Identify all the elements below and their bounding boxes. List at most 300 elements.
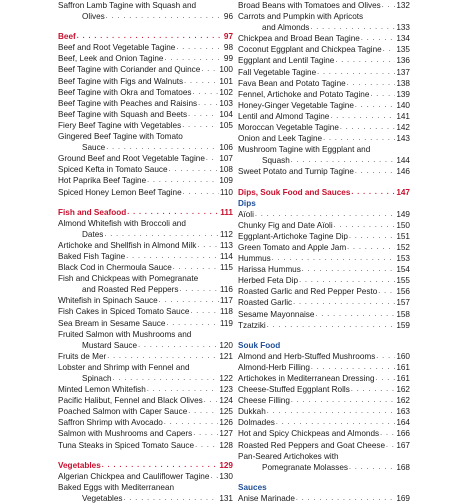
dot-leader	[323, 133, 395, 144]
entry-title: Black Cod in Chermoula Sauce	[58, 263, 172, 273]
toc-entry	[58, 384, 233, 395]
toc-entry	[238, 384, 410, 395]
entry-title: Fall Vegetable Tagine	[238, 67, 317, 77]
dot-leader	[347, 78, 396, 89]
page-number: 97	[223, 32, 233, 42]
toc-entry	[58, 340, 233, 351]
entry-title: Anise Marinade	[238, 493, 295, 503]
toc-entry	[238, 309, 410, 320]
page-number: 141	[396, 111, 410, 121]
entry-title: Whitefish in Spinach Sauce	[58, 296, 158, 306]
toc-entry	[238, 89, 410, 100]
page-number: 108	[219, 165, 233, 175]
entry-title: Eggplant-Artichoke Tagine Dip	[238, 231, 348, 241]
page-number: 131	[219, 493, 233, 503]
entry-title: Chickpea and Broad Bean Tagine	[238, 34, 360, 44]
subsection-heading	[238, 340, 410, 351]
subsection-heading	[238, 198, 410, 209]
section-gap	[238, 178, 410, 187]
dot-leader	[361, 33, 395, 44]
dot-leader	[169, 164, 219, 175]
page-number: 100	[219, 65, 233, 75]
page-number: 154	[396, 265, 410, 275]
dot-leader	[310, 22, 395, 33]
toc-entry	[238, 33, 410, 44]
entry-title: Pacific Halibut, Fennel and Black Olives	[58, 396, 203, 406]
dot-leader	[107, 351, 218, 362]
toc-entry	[58, 42, 233, 53]
toc-entry	[238, 11, 410, 22]
entry-title: Artichokes in Mediterranean Dressing	[238, 374, 375, 383]
entry-title: Spinach	[82, 374, 112, 383]
page-number: 110	[219, 187, 233, 197]
entry-title: Fennel, Artichoke and Potato Tagine	[238, 89, 370, 99]
dot-leader	[355, 166, 395, 177]
toc-entry	[58, 251, 233, 262]
toc-entry	[58, 318, 233, 329]
dot-leader	[184, 76, 218, 87]
dot-leader	[349, 231, 395, 242]
dot-leader	[334, 220, 396, 231]
page-number: 169	[396, 493, 410, 503]
entry-title: Fruited Salmon with Mushrooms and	[58, 329, 192, 339]
toc-entry	[58, 11, 233, 22]
entry-title: Sea Bream in Sesame Sauce	[58, 318, 166, 328]
dot-leader	[164, 417, 218, 428]
section-gap	[238, 473, 410, 482]
page-number: 162	[396, 396, 410, 406]
dot-leader	[197, 240, 219, 251]
section-gap	[58, 22, 233, 31]
entry-title: Dates	[82, 229, 104, 239]
entry-title: Tzatziki	[238, 320, 266, 330]
dot-leader	[124, 493, 219, 504]
dot-leader	[376, 351, 395, 362]
entry-title: Harissa Hummus	[238, 265, 301, 275]
page-number: 138	[396, 78, 410, 88]
page-number: 140	[396, 100, 410, 110]
toc-entry	[238, 462, 410, 473]
entry-title: Broad Beans with Tomatoes and Olives	[238, 1, 381, 10]
toc-entry	[58, 53, 233, 64]
dot-leader	[206, 153, 218, 164]
dot-leader	[276, 417, 395, 428]
toc-entry	[238, 122, 410, 133]
entry-title: Hot and Spicy Chickpeas and Almonds	[238, 429, 380, 439]
page-number: 126	[219, 418, 233, 428]
toc-entry	[238, 451, 410, 462]
dot-leader	[315, 309, 395, 320]
section-gap	[58, 451, 233, 460]
page-number: 128	[219, 440, 233, 450]
dot-leader	[210, 471, 218, 482]
entry-title: Sauces	[238, 482, 267, 492]
entry-title: Hummus	[238, 254, 271, 264]
entry-title: Almond-Herb Filling	[238, 362, 310, 372]
page-number: 119	[219, 318, 233, 328]
entry-title: Souk Food	[238, 340, 281, 350]
toc-entry	[238, 231, 410, 242]
toc-entry	[238, 78, 410, 89]
toc-entry	[238, 395, 410, 406]
dot-leader	[138, 340, 218, 351]
toc-entry	[238, 351, 410, 362]
page-number: 139	[396, 89, 410, 99]
dot-leader	[340, 122, 395, 133]
dot-leader	[193, 87, 219, 98]
entry-title: Spiced Kefta in Tomato Sauce	[58, 165, 168, 175]
dot-leader	[386, 440, 395, 451]
dot-leader	[383, 44, 396, 55]
page-number: 155	[396, 276, 410, 286]
page-number: 104	[219, 109, 233, 119]
page-number: 133	[396, 23, 410, 33]
section-heading	[238, 187, 410, 198]
toc-entry	[238, 209, 410, 220]
entry-title: Minted Lemon Whitefish	[58, 385, 146, 395]
entry-title: Lobster and Shrimp with Fennel and	[58, 362, 190, 372]
dot-leader	[193, 428, 218, 439]
toc-entry	[238, 67, 410, 78]
toc-entry	[238, 133, 410, 144]
page-number: 135	[396, 45, 410, 55]
dot-leader	[378, 286, 395, 297]
entry-title: Algerian Chickpea and Cauliflower Tagine	[58, 471, 210, 481]
toc-entry	[58, 229, 233, 240]
section-heading	[58, 207, 233, 218]
toc-entry	[58, 284, 233, 295]
toc-entry	[58, 482, 233, 493]
entry-title: Artichoke and Shellfish in Almond Milk	[58, 240, 197, 250]
entry-title: Ground Beef and Root Vegetable Tagine	[58, 154, 205, 164]
entry-title: Fruits de Mer	[58, 351, 107, 361]
dot-leader	[127, 207, 219, 218]
dot-leader	[159, 295, 219, 306]
dot-leader	[291, 155, 396, 166]
page-number: 144	[396, 156, 410, 166]
page-number: 118	[219, 307, 233, 317]
dot-leader	[376, 373, 396, 384]
dot-leader	[335, 55, 395, 66]
toc-entry	[58, 262, 233, 273]
dot-leader	[293, 297, 395, 308]
entry-title: Sweet Potato and Turnip Tagine	[238, 167, 354, 177]
page-number: 150	[396, 220, 410, 230]
toc-entry	[238, 428, 410, 439]
dot-leader	[166, 318, 219, 329]
page-number: 116	[219, 285, 233, 295]
toc-entry	[238, 417, 410, 428]
entry-title: Beef Tagine with Figs and Walnuts	[58, 76, 184, 86]
toc-entry	[58, 0, 233, 11]
page-number: 157	[396, 298, 410, 308]
entry-title: Beef Tagine with Coriander and Quince	[58, 65, 201, 75]
toc-entry	[58, 471, 233, 482]
entry-title: Dips	[238, 198, 256, 208]
entry-title: Vegetables	[58, 460, 101, 470]
dot-leader	[106, 142, 218, 153]
page-number: 96	[223, 12, 233, 22]
entry-title: Spiced Honey Lemon Beef Tagine	[58, 187, 182, 197]
toc-entry	[238, 297, 410, 308]
dot-leader	[349, 462, 395, 473]
toc-entry	[58, 142, 233, 153]
entry-title: Onion and Leek Tagine	[238, 134, 323, 144]
toc-entry	[238, 22, 410, 33]
toc-entry	[58, 120, 233, 131]
entry-title: Cheese-Stuffed Eggplant Rolls	[238, 385, 350, 395]
page-number: 107	[219, 154, 233, 164]
entry-title: Fish Cakes in Spiced Tomato Sauce	[58, 307, 190, 317]
entry-title: Baked Eggs with Mediterranean	[58, 482, 175, 492]
entry-title: Squash	[262, 156, 290, 166]
page-number: 127	[219, 429, 233, 439]
toc-entry	[238, 144, 410, 155]
toc-entry	[58, 164, 233, 175]
toc-entry	[58, 395, 233, 406]
dot-leader	[176, 42, 223, 53]
dot-leader	[255, 209, 395, 220]
dot-leader	[351, 187, 395, 198]
entry-title: Pomegranate Molasses	[262, 462, 349, 472]
dot-leader	[147, 384, 219, 395]
page-number: 125	[219, 407, 233, 417]
page-number: 153	[396, 254, 410, 264]
dot-leader	[347, 242, 395, 253]
entry-title: Vegetables	[82, 493, 123, 503]
page-number: 162	[396, 385, 410, 395]
entry-title: Almond and Herb-Stuffed Mushrooms	[238, 351, 376, 361]
toc-column-left	[58, 0, 233, 504]
toc-entry	[238, 0, 410, 11]
dot-leader	[195, 440, 218, 451]
page-number: 160	[396, 351, 410, 361]
entry-title: Chunky Fig and Date Aïoli	[238, 220, 333, 230]
entry-title: Mushroom Tagine with Eggplant and	[238, 145, 371, 155]
page-number: 163	[396, 407, 410, 417]
page-number: 109	[219, 176, 233, 186]
page-number: 168	[396, 462, 410, 472]
entry-title: Poached Salmon with Caper Sauce	[58, 407, 188, 417]
toc-entry	[238, 264, 410, 275]
page-number: 112	[219, 229, 233, 239]
page-number: 152	[396, 242, 410, 252]
page-number: 124	[219, 396, 233, 406]
dot-leader	[355, 100, 395, 111]
toc-entry	[58, 153, 233, 164]
entry-title: Almond Whitefish with Broccoli and	[58, 218, 186, 228]
toc-entry	[238, 406, 410, 417]
toc-entry	[238, 362, 410, 373]
dot-leader	[351, 384, 396, 395]
dot-leader	[188, 109, 218, 120]
toc-entry	[58, 440, 233, 451]
toc-entry	[58, 175, 233, 186]
page-number: 122	[219, 374, 233, 383]
entry-title: and Roasted Red Peppers	[82, 285, 179, 295]
dot-leader	[102, 460, 219, 471]
entry-title: Dolmades	[238, 418, 275, 428]
page-number: 115	[219, 263, 233, 273]
page-number: 114	[219, 251, 233, 261]
toc-entry	[58, 64, 233, 75]
page-number: 166	[396, 429, 410, 439]
toc-entry	[238, 220, 410, 231]
dot-leader	[173, 262, 219, 273]
toc-entry	[238, 253, 410, 264]
entry-title: Cheese Filling	[238, 396, 290, 406]
toc-entry	[238, 493, 410, 504]
toc-entry	[58, 373, 233, 384]
dot-leader	[106, 11, 223, 22]
toc-entry	[238, 111, 410, 122]
page-number: 149	[396, 209, 410, 219]
entry-title: Baked Fish Tagine	[58, 251, 126, 261]
entry-title: Dukkah	[238, 407, 266, 417]
page-number: 121	[219, 351, 233, 361]
page-number: 113	[219, 240, 233, 250]
page-number: 156	[396, 287, 410, 297]
toc-entry	[58, 109, 233, 120]
entry-title: Herbed Feta Dip	[238, 276, 299, 286]
toc-column-right	[238, 0, 410, 504]
page-number: 147	[396, 187, 410, 197]
toc-entry	[238, 242, 410, 253]
page-number: 159	[396, 320, 410, 330]
toc-entry	[58, 406, 233, 417]
toc-entry	[238, 100, 410, 111]
toc-entry	[58, 87, 233, 98]
dot-leader	[370, 89, 395, 100]
dot-leader	[164, 53, 222, 64]
toc-entry	[58, 240, 233, 251]
entry-title: Saffron Lamb Tagine with Squash and	[58, 1, 197, 10]
toc-entry	[58, 417, 233, 428]
page-number: 98	[223, 43, 233, 53]
entry-title: Fish and Seafood	[58, 207, 127, 217]
entry-title: Sauce	[82, 143, 106, 153]
page-number: 161	[396, 374, 410, 383]
entry-title: Lentil and Almond Tagine	[238, 111, 330, 121]
dot-leader	[77, 31, 223, 42]
page-number: 130	[219, 471, 233, 481]
entry-title: Fish and Chickpeas with Pomegranate	[58, 274, 199, 284]
entry-title: Roasted Garlic and Red Pepper Pesto	[238, 287, 378, 297]
toc-entry	[238, 44, 410, 55]
page-number: 146	[396, 167, 410, 177]
toc-entry	[58, 362, 233, 373]
section-gap	[238, 331, 410, 340]
entry-title: Sesame Mayonnaise	[238, 309, 315, 319]
subsection-heading	[238, 482, 410, 493]
section-gap	[58, 198, 233, 207]
page-number: 142	[396, 123, 410, 133]
toc-entry	[238, 275, 410, 286]
page-number: 167	[396, 440, 410, 450]
entry-title: Roasted Red Peppers and Goat Cheese	[238, 440, 386, 450]
dot-leader	[198, 98, 218, 109]
entry-title: Roasted Garlic	[238, 298, 293, 308]
toc-entry	[238, 155, 410, 166]
entry-title: Carrots and Pumpkin with Apricots	[238, 12, 364, 22]
page-number: 134	[396, 34, 410, 44]
entry-title: Salmon with Mushrooms and Capers	[58, 429, 193, 439]
toc-entry	[58, 295, 233, 306]
dot-leader	[188, 406, 218, 417]
entry-title: Coconut Eggplant and Chickpea Tagine	[238, 45, 382, 55]
dot-leader	[267, 320, 396, 331]
entry-title: Fiery Beef Tagine with Vegetables	[58, 120, 182, 130]
entry-title: Hot Paprika Beef Tagine	[58, 176, 147, 186]
entry-title: and Almonds	[262, 23, 310, 33]
entry-title: Beef Tagine with Okra and Tomatoes	[58, 87, 192, 97]
page-number: 117	[219, 296, 233, 306]
toc-entry	[238, 286, 410, 297]
toc-entry	[58, 428, 233, 439]
entry-title: Aïoli	[238, 209, 254, 219]
section-heading	[58, 460, 233, 471]
entry-title: Gingered Beef Tagine with Tomato	[58, 132, 183, 142]
entry-title: Saffron Shrimp with Avocado	[58, 418, 163, 428]
page-number: 99	[223, 54, 233, 64]
toc-entry	[58, 306, 233, 317]
page-number: 129	[219, 460, 233, 470]
page-number: 136	[396, 56, 410, 66]
dot-leader	[190, 306, 219, 317]
toc-entry	[58, 329, 233, 340]
entry-title: Olives	[82, 12, 105, 22]
toc-entry	[58, 493, 233, 504]
entry-title: Fava Bean and Potato Tagine	[238, 78, 346, 88]
toc-entry	[58, 131, 233, 142]
dot-leader	[204, 395, 219, 406]
dot-leader	[267, 406, 396, 417]
dot-leader	[201, 64, 218, 75]
dot-leader	[317, 67, 395, 78]
page-number: 120	[219, 340, 233, 350]
entry-title: Moroccan Vegetable Tagine	[238, 123, 339, 133]
dot-leader	[330, 111, 395, 122]
dot-leader	[291, 395, 395, 406]
toc-entry	[238, 320, 410, 331]
entry-title: Tuna Steaks in Spiced Tomato Sauce	[58, 440, 195, 450]
dot-leader	[113, 373, 219, 384]
page-number: 137	[396, 67, 410, 77]
toc-entry	[58, 98, 233, 109]
dot-leader	[180, 284, 219, 295]
dot-leader	[147, 175, 218, 186]
dot-leader	[182, 120, 218, 131]
page-number: 101	[219, 76, 233, 86]
dot-leader	[183, 187, 219, 198]
entry-title: Mustard Sauce	[82, 340, 138, 350]
entry-title: Beef Tagine with Squash and Beets	[58, 109, 188, 119]
toc-entry	[58, 351, 233, 362]
dot-leader	[382, 0, 396, 11]
page-number: 151	[396, 231, 410, 241]
page-number: 106	[219, 143, 233, 153]
dot-leader	[299, 275, 395, 286]
dot-leader	[296, 493, 395, 504]
page-number: 103	[219, 98, 233, 108]
entry-title: Pan-Seared Artichokes with	[238, 451, 339, 461]
toc-entry	[238, 373, 410, 384]
toc-entry	[238, 55, 410, 66]
page-number: 161	[396, 362, 410, 372]
dot-leader	[380, 428, 395, 439]
page-number: 123	[219, 385, 233, 395]
page-number: 111	[220, 207, 233, 217]
